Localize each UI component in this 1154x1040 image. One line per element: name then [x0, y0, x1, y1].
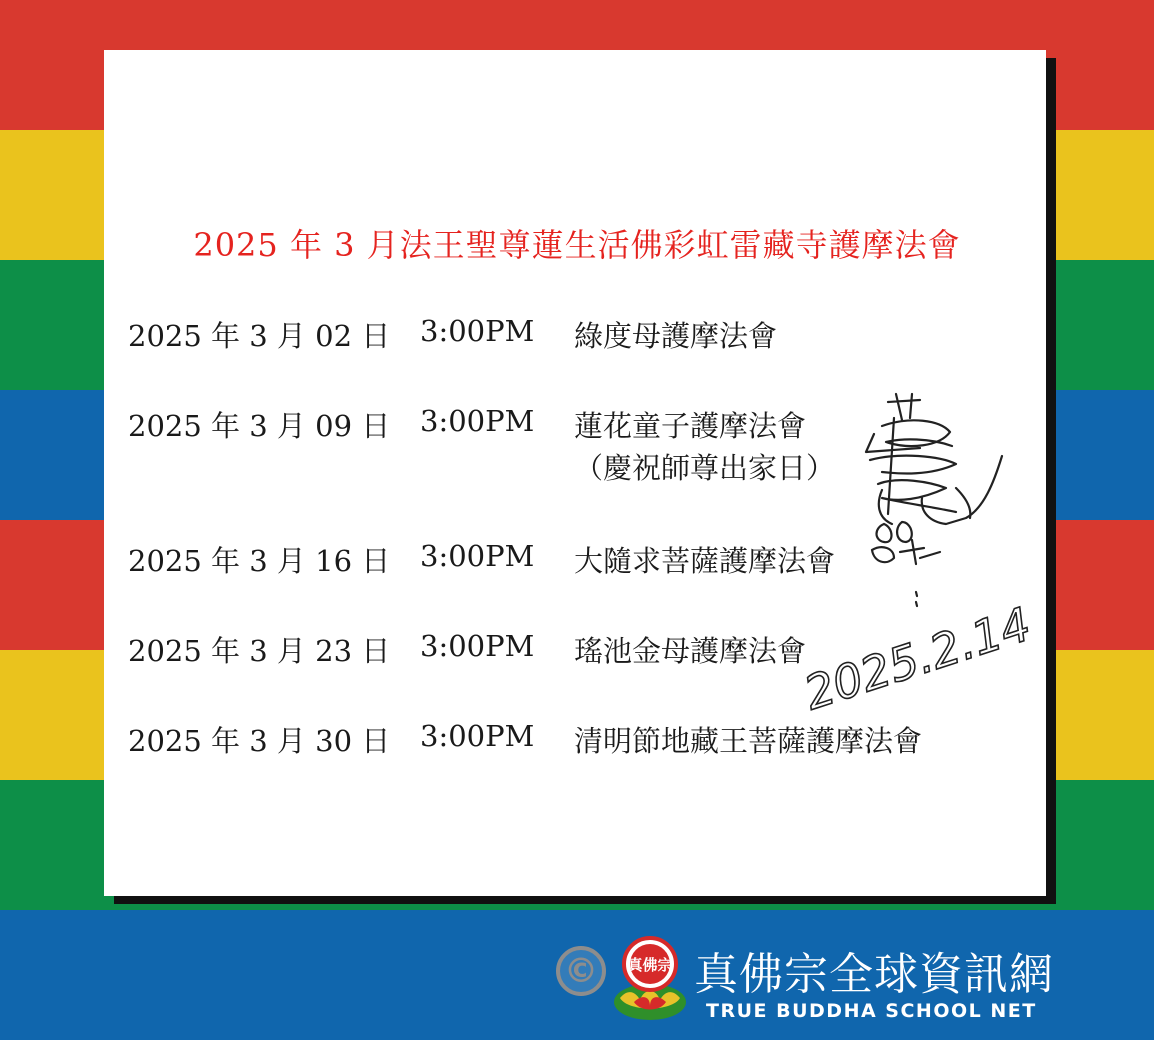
- schedule-note: （慶祝師尊出家日）: [574, 451, 836, 485]
- brand-name-chinese: 真佛宗全球資訊網: [694, 949, 1054, 1000]
- schedule-time: 3:00PM: [420, 539, 535, 573]
- schedule-event: 大隨求菩薩護摩法會: [574, 544, 836, 578]
- notice-title: 2025 年 3 月法王聖尊蓮生活佛彩虹雷藏寺護摩法會: [193, 226, 961, 264]
- logo-text: 真佛宗: [627, 956, 673, 974]
- true-buddha-school-logo-icon: [606, 932, 694, 1026]
- schedule-event: 瑤池金母護摩法會: [574, 634, 807, 668]
- copyright-icon: ©: [556, 946, 606, 996]
- footer-branding: [556, 930, 1056, 1030]
- schedule-event: 蓮花童子護摩法會: [574, 409, 807, 443]
- brand-name-english: TRUE BUDDHA SCHOOL NET: [706, 1000, 1037, 1022]
- schedule-time: 3:00PM: [420, 314, 535, 348]
- handwritten-date: 2025.2.14: [797, 596, 1038, 720]
- schedule-event: 清明節地藏王菩薩護摩法會: [574, 724, 923, 758]
- schedule-date: 2025 年 3 月 09 日: [128, 409, 391, 443]
- schedule-time: 3:00PM: [420, 719, 535, 753]
- schedule-date: 2025 年 3 月 16 日: [128, 544, 391, 578]
- schedule-date: 2025 年 3 月 30 日: [128, 724, 391, 758]
- handwritten-signature: [770, 390, 1060, 720]
- schedule-date: 2025 年 3 月 23 日: [128, 634, 391, 668]
- schedule-event: 綠度母護摩法會: [574, 319, 778, 353]
- schedule-time: 3:00PM: [420, 404, 535, 438]
- schedule-time: 3:00PM: [420, 629, 535, 663]
- schedule-date: 2025 年 3 月 02 日: [128, 319, 391, 353]
